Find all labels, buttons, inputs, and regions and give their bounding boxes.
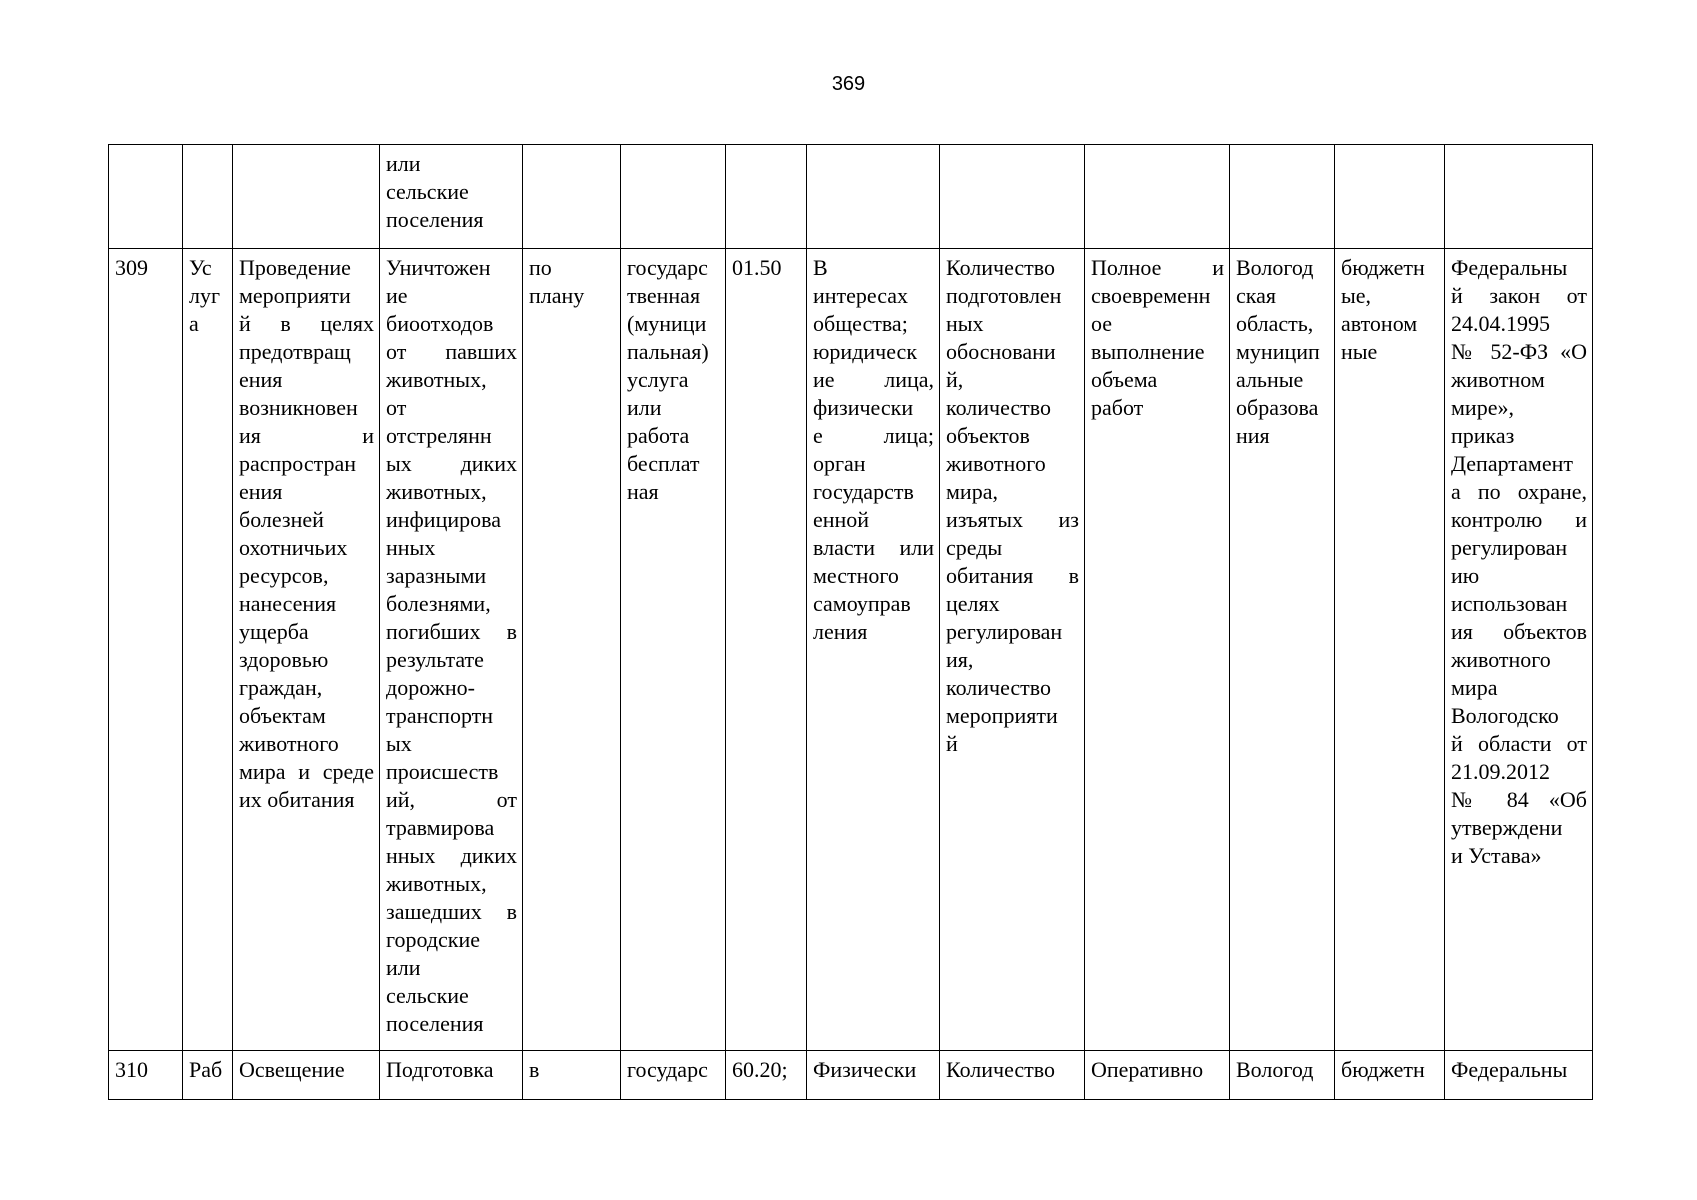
cell-text-line: й [946, 731, 958, 756]
cell-text-line: сельские [386, 179, 469, 204]
cell-text-line: ие [386, 283, 408, 308]
cell-condition: в [523, 1051, 621, 1100]
cell-text-line: Полное и [1091, 255, 1224, 280]
cell-text-line: ых диких [386, 451, 517, 476]
cell-text-line: пальная) [627, 339, 709, 364]
cell-text-line: их обитания [239, 787, 355, 812]
cell-type: Раб [183, 1051, 233, 1100]
cell-text-line: бесплат [627, 451, 700, 476]
cell-text-line: (муници [627, 311, 707, 336]
cell-text-line: дорожно- [386, 675, 475, 700]
cell-text-line: Вологод [1236, 255, 1314, 280]
cell-text-line: луг [189, 283, 221, 308]
cell-text-line: от павших [386, 339, 517, 364]
cell-text-line: транспортн [386, 703, 494, 728]
cell-text-line: нных диких [386, 843, 517, 868]
cell-consumers: Физически [807, 1051, 940, 1100]
cell-text-line: муницип [1236, 339, 1320, 364]
cell-text-line: Ус [189, 255, 212, 280]
cell-text-line: происшеств [386, 759, 499, 784]
cell-text-line: мероприяти [239, 283, 351, 308]
cell-text-line: целях [946, 591, 1000, 616]
cell-content [380, 145, 523, 249]
cell-text-line: мира и среде [239, 759, 374, 784]
cell-text-line: нанесения [239, 591, 337, 616]
cell-text-line: ные [1341, 339, 1378, 364]
cell-text-line: 01.50 [732, 255, 782, 280]
cell-text-line: ская [1236, 283, 1277, 308]
cell-text-line: приказ [1451, 423, 1515, 448]
cell-text-line: объема [1091, 367, 1158, 392]
cell-text-line: а по охране, [1451, 479, 1587, 504]
cell-type [183, 249, 233, 1051]
cell-consumers [807, 249, 940, 1051]
cell-text-line: образова [1236, 395, 1319, 420]
cell-text-line: мира, [946, 479, 998, 504]
cell-text-line: ресурсов, [239, 563, 329, 588]
cell-text-line: утверждени [1451, 815, 1563, 840]
cell-text-line: зашедших в [386, 899, 517, 924]
cell-text-line: область, [1236, 311, 1314, 336]
cell-text-line: мире», [1451, 395, 1514, 420]
cell-text-line: Вологодско [1451, 703, 1559, 728]
cell-okved-code: 60.20; [726, 1051, 807, 1100]
cell-quality-indicators [1085, 249, 1230, 1051]
cell-name: Освещение [233, 1051, 380, 1100]
cell-text-line: предотвращ [239, 339, 351, 364]
cell-text-line: своевременн [1091, 283, 1211, 308]
cell-number [109, 145, 183, 249]
cell-text-line: Департамент [1451, 451, 1574, 476]
cell-institution-type [1335, 249, 1445, 1051]
cell-text-line: болезнями, [386, 591, 491, 616]
cell-text-line: использован [1451, 591, 1568, 616]
cell-authority: Вологод [1230, 1051, 1335, 1100]
page-number: 369 [831, 73, 866, 95]
cell-text-line: физически [813, 395, 914, 420]
cell-text-line: поселения [386, 1011, 484, 1036]
cell-legal-basis [1445, 249, 1593, 1051]
cell-text-line: Проведение [239, 255, 351, 280]
cell-condition [523, 145, 621, 249]
cell-text-line: бюджетн [1341, 255, 1425, 280]
cell-text-line: ые, [1341, 283, 1372, 308]
cell-condition [523, 249, 621, 1051]
cell-text-line: № 52-ФЗ «О [1451, 339, 1587, 364]
cell-text-line: плану [529, 283, 585, 308]
cell-text-line: животного [1451, 647, 1551, 672]
cell-content [380, 249, 523, 1051]
cell-text-line: ия и [239, 423, 374, 448]
cell-text-line: животных, [386, 871, 487, 896]
cell-text-line: мероприяти [946, 703, 1058, 728]
cell-text-line: отстрелянн [386, 423, 492, 448]
cell-text-line: самоуправ [813, 591, 911, 616]
cell-volume-indicators [940, 249, 1085, 1051]
cell-payment-type [621, 145, 726, 249]
cell-text-line: погибших в [386, 619, 517, 644]
cell-text-line: власти или [813, 535, 934, 560]
cell-text-line: мира [1451, 675, 1498, 700]
cell-text-line: результате [386, 647, 484, 672]
cell-text-line: местного [813, 563, 899, 588]
cell-text-line: животных, [386, 367, 487, 392]
cell-quality-indicators [1085, 145, 1230, 249]
cell-text-line: й, [946, 367, 964, 392]
cell-text-line: контролю и [1451, 507, 1587, 532]
cell-authority [1230, 249, 1335, 1051]
cell-okved-code [726, 249, 807, 1051]
cell-volume-indicators: Количество [940, 1051, 1085, 1100]
cell-text-line: инфицирова [386, 507, 501, 532]
table-row-309 [109, 249, 1593, 1051]
cell-text-line: охотничьих [239, 535, 348, 560]
cell-text-line: ущерба [239, 619, 309, 644]
cell-content: Подготовка [380, 1051, 523, 1100]
cell-text-line: ий, от [386, 787, 517, 812]
cell-text-line: работа [627, 423, 690, 448]
cell-type [183, 145, 233, 249]
cell-text-line: ия, [946, 647, 974, 672]
cell-name [233, 145, 380, 249]
cell-text-line: регулирован [1451, 535, 1568, 560]
cell-text-line: выполнение [1091, 339, 1205, 364]
cell-text-line: ых [386, 731, 412, 756]
cell-text-line: государств [813, 479, 914, 504]
cell-text-line: й в целях [239, 311, 374, 336]
cell-text-line: изъятых из [946, 507, 1079, 532]
cell-text-line: 21.09.2012 [1451, 759, 1550, 784]
cell-text-line: здоровью [239, 647, 329, 672]
cell-okved-code [726, 145, 807, 249]
cell-text-line: ия объектов [1451, 619, 1587, 644]
cell-text-line: распростран [239, 451, 357, 476]
cell-text-line: болезней [239, 507, 324, 532]
cell-payment-type [621, 249, 726, 1051]
table-row-continued [109, 145, 1593, 249]
cell-text-line: объектам [239, 703, 326, 728]
cell-text-line: й области от [1451, 731, 1587, 756]
cell-text-line: ения [239, 479, 283, 504]
services-table [108, 144, 1593, 1100]
cell-text-line: обосновани [946, 339, 1056, 364]
cell-text-line: Уничтожен [386, 255, 491, 280]
cell-text-line: нных [386, 535, 436, 560]
cell-text-line: по [529, 255, 552, 280]
table-row-310 [109, 1051, 1593, 1100]
cell-text-line: травмирова [386, 815, 495, 840]
cell-text-line: ие лица, [813, 367, 934, 392]
cell-text-line: или [386, 151, 421, 176]
cell-text-line: животном [1451, 367, 1545, 392]
cell-text-line: Количество [946, 255, 1056, 280]
cell-text-line: Федеральны [1451, 255, 1568, 280]
cell-text-line: ных [946, 311, 984, 336]
cell-text-line: подготовлен [946, 283, 1062, 308]
cell-text-line: енной [813, 507, 870, 532]
cell-legal-basis [1445, 145, 1593, 249]
cell-text-line: объектов [946, 423, 1030, 448]
cell-text-line: 24.04.1995 [1451, 311, 1550, 336]
cell-text-line: автоном [1341, 311, 1418, 336]
cell-text-line: ения [239, 367, 283, 392]
cell-text-line: ная [627, 479, 659, 504]
cell-text-line: или [386, 955, 421, 980]
cell-text-line: альные [1236, 367, 1304, 392]
cell-volume-indicators [940, 145, 1085, 249]
cell-text-line: количество [946, 675, 1052, 700]
cell-text-line: работ [1091, 395, 1144, 420]
cell-text-line: государс [627, 255, 708, 280]
cell-text-line: № 84 «Об [1451, 787, 1587, 812]
cell-text-line: от [386, 395, 407, 420]
cell-text-line: ния [1236, 423, 1270, 448]
cell-text-line: общества; [813, 311, 908, 336]
cell-text-line: или [627, 395, 662, 420]
cell-text-line: городские [386, 927, 481, 952]
cell-name [233, 249, 380, 1051]
cell-text-line: заразными [386, 563, 487, 588]
cell-text-line: й закон от [1451, 283, 1587, 308]
cell-text-line: твенная [627, 283, 701, 308]
cell-text-line: орган [813, 451, 866, 476]
cell-payment-type: государс [621, 1051, 726, 1100]
cell-text-line: возникновен [239, 395, 358, 420]
cell-text-line: интересах [813, 283, 909, 308]
cell-quality-indicators: Оперативно [1085, 1051, 1230, 1100]
cell-text-line: количество [946, 395, 1052, 420]
cell-number: 309 [109, 249, 183, 1051]
cell-text-line: услуга [627, 367, 689, 392]
cell-number: 310 [109, 1051, 183, 1100]
cell-text-line: юридическ [813, 339, 918, 364]
cell-text-line: животного [239, 731, 339, 756]
cell-text-line: ления [813, 619, 868, 644]
cell-text-line: ое [1091, 311, 1113, 336]
cell-institution-type [1335, 145, 1445, 249]
cell-text-line: обитания в [946, 563, 1079, 588]
cell-text-line: животных, [386, 479, 487, 504]
cell-text-line: ию [1451, 563, 1480, 588]
cell-text-line: а [189, 311, 199, 336]
cell-text-line: и Устава» [1451, 843, 1542, 868]
cell-text-line: регулирован [946, 619, 1063, 644]
cell-authority [1230, 145, 1335, 249]
cell-text-line: граждан, [239, 675, 323, 700]
cell-text-line: В [813, 255, 828, 280]
cell-text-line: поселения [386, 207, 484, 232]
cell-consumers [807, 145, 940, 249]
cell-text-line: сельские [386, 983, 469, 1008]
cell-legal-basis: Федеральны [1445, 1051, 1593, 1100]
cell-text-line: среды [946, 535, 1003, 560]
cell-institution-type: бюджетн [1335, 1051, 1445, 1100]
cell-text-line: биоотходов [386, 311, 494, 336]
cell-text-line: е лица; [813, 423, 934, 448]
cell-text-line: животного [946, 451, 1046, 476]
